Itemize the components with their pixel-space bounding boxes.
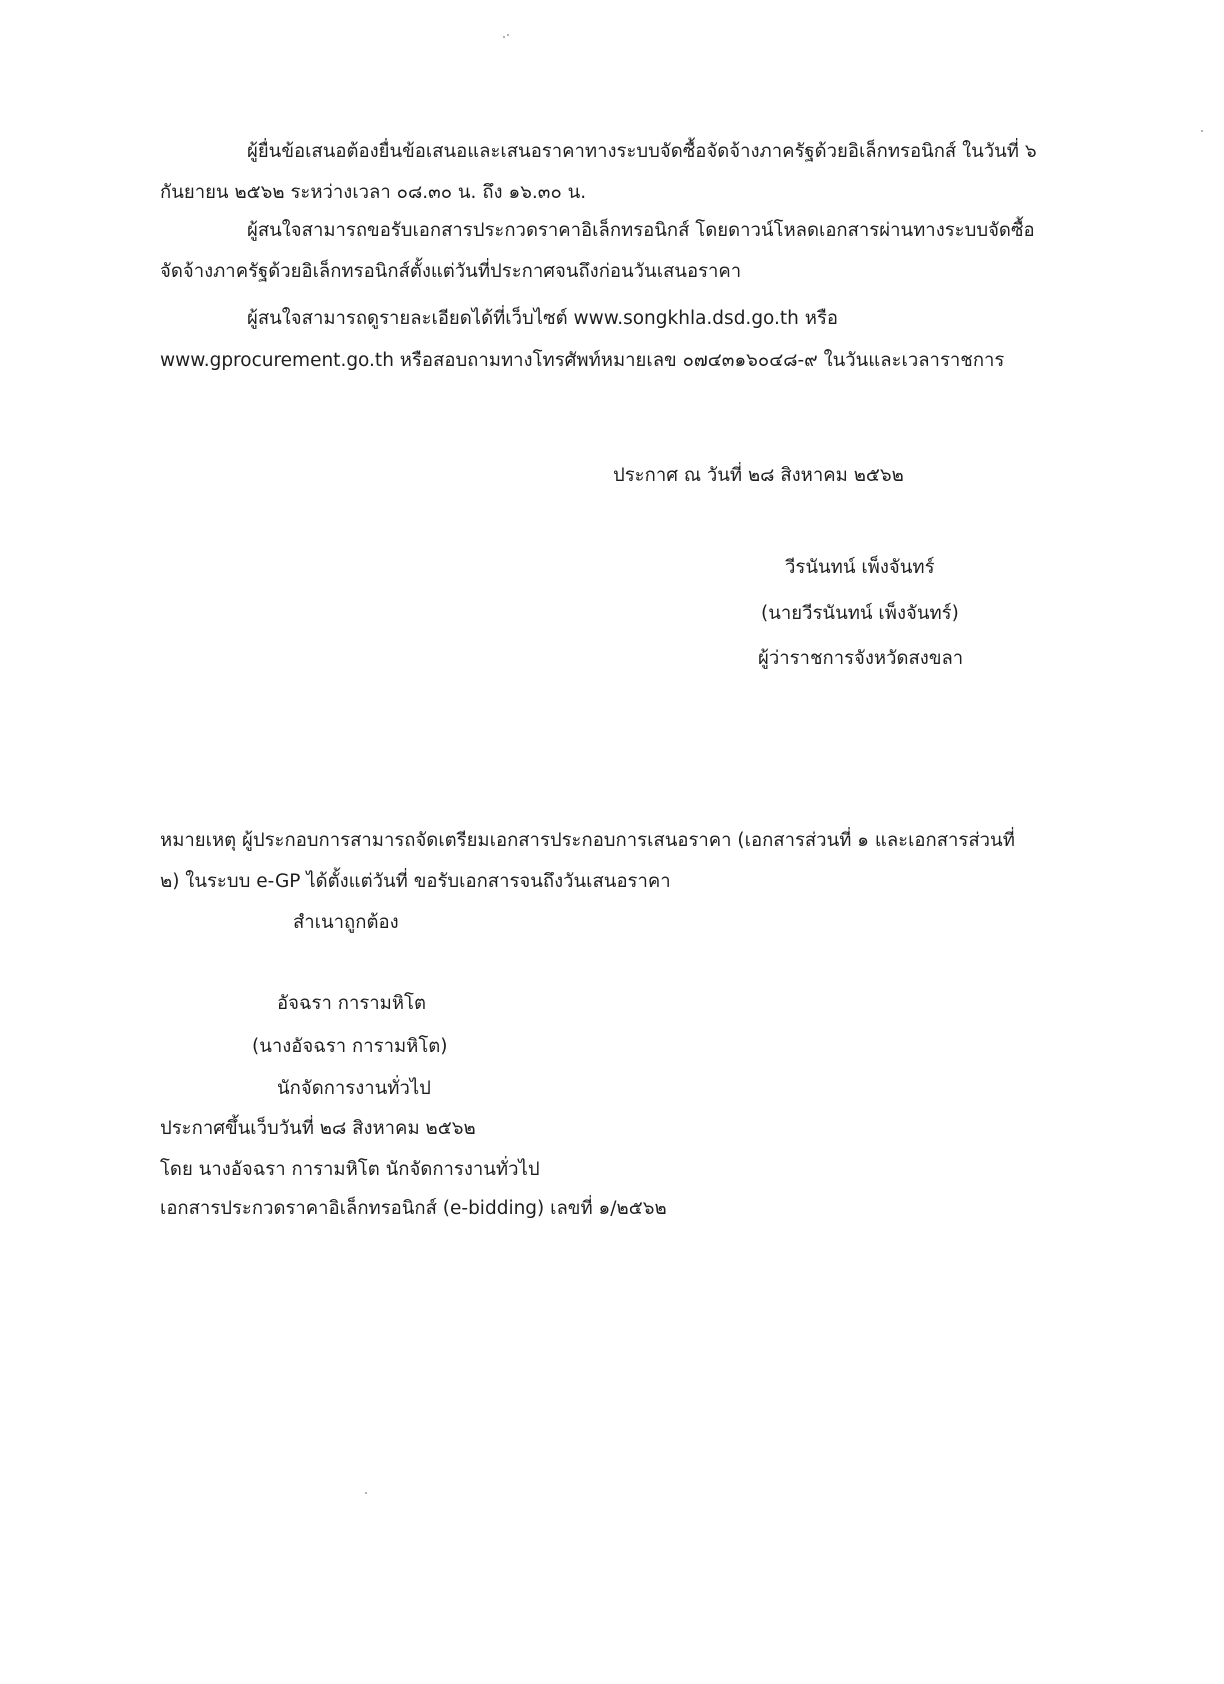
announcement-date: ประกาศ ณ วันที่ ๒๘ สิงหาคม ๒๕๖๒ [613,465,904,486]
paragraph-2-line-2: จัดจ้างภาครัฐด้วยอิเล็กทรอนิกส์ตั้งแต่วันที่ประกาศจนถึงก่อนวันเสนอราคา [160,261,742,282]
posted-date: ประกาศขึ้นเว็บวันที่ ๒๘ สิงหาคม ๒๕๖๒ [160,1118,476,1139]
paragraph-3-line-1: ผู้สนใจสามารถดูรายละเอียดได้ที่เว็บไซต์ www.songkhla.dsd.go.th หรือ [247,308,839,329]
scan-speck [1201,130,1203,132]
scan-speck [365,1492,367,1494]
certifier-signature: อัจฉรา การามหิโต [277,993,427,1014]
certified-copy-label: สำเนาถูกต้อง [293,912,399,933]
paragraph-1-line-2: กันยายน ๒๕๖๒ ระหว่างเวลา ๐๘.๓๐ น. ถึง ๑๖.๓๐ น. [160,182,587,203]
note-line-1: หมายเหตุ ผู้ประกอบการสามารถจัดเตรียมเอกสารประกอบการเสนอราคา (เอกสารส่วนที่ ๑ และเอกสารส่วนที่ [160,830,1015,851]
posted-by: โดย นางอัจฉรา การามหิโต นักจัดการงานทั่วไป [160,1159,540,1180]
paragraph-1-line-1: ผู้ยื่นข้อเสนอต้องยื่นข้อเสนอและเสนอราคาทางระบบจัดซื้อจัดจ้างภาครัฐด้วยอิเล็กทรอนิกส์ ในวันที่ ๖ [247,141,1037,162]
governor-signature: วีรนันทน์ เพ็งจันทร์ [785,557,935,578]
certifier-name: (นางอัจฉรา การามหิโต) [252,1036,448,1057]
note-line-2: ๒) ในระบบ e-GP ได้ตั้งแต่วันที่ ขอรับเอกสารจนถึงวันเสนอราคา [160,871,671,892]
governor-position: ผู้ว่าราชการจังหวัดสงขลา [758,648,964,669]
certifier-position: นักจัดการงานทั่วไป [277,1078,431,1099]
governor-name: (นายวีรนันทน์ เพ็งจันทร์) [761,603,959,624]
paragraph-3-line-2: www.gprocurement.go.th หรือสอบถามทางโทรศัพท์หมายเลข ๐๗๔๓๑๖๐๔๘-๙ ในวันและเวลาราชการ [160,350,1005,371]
scan-speck [507,34,509,36]
paragraph-2-line-1: ผู้สนใจสามารถขอรับเอกสารประกวดราคาอิเล็กทรอนิกส์ โดยดาวน์โหลดเอกสารผ่านทางระบบจัดซื้อ [247,220,1035,241]
document-reference: เอกสารประกวดราคาอิเล็กทรอนิกส์ (e-bidding) เลขที่ ๑/๒๕๖๒ [160,1198,667,1219]
scan-speck [503,36,505,38]
